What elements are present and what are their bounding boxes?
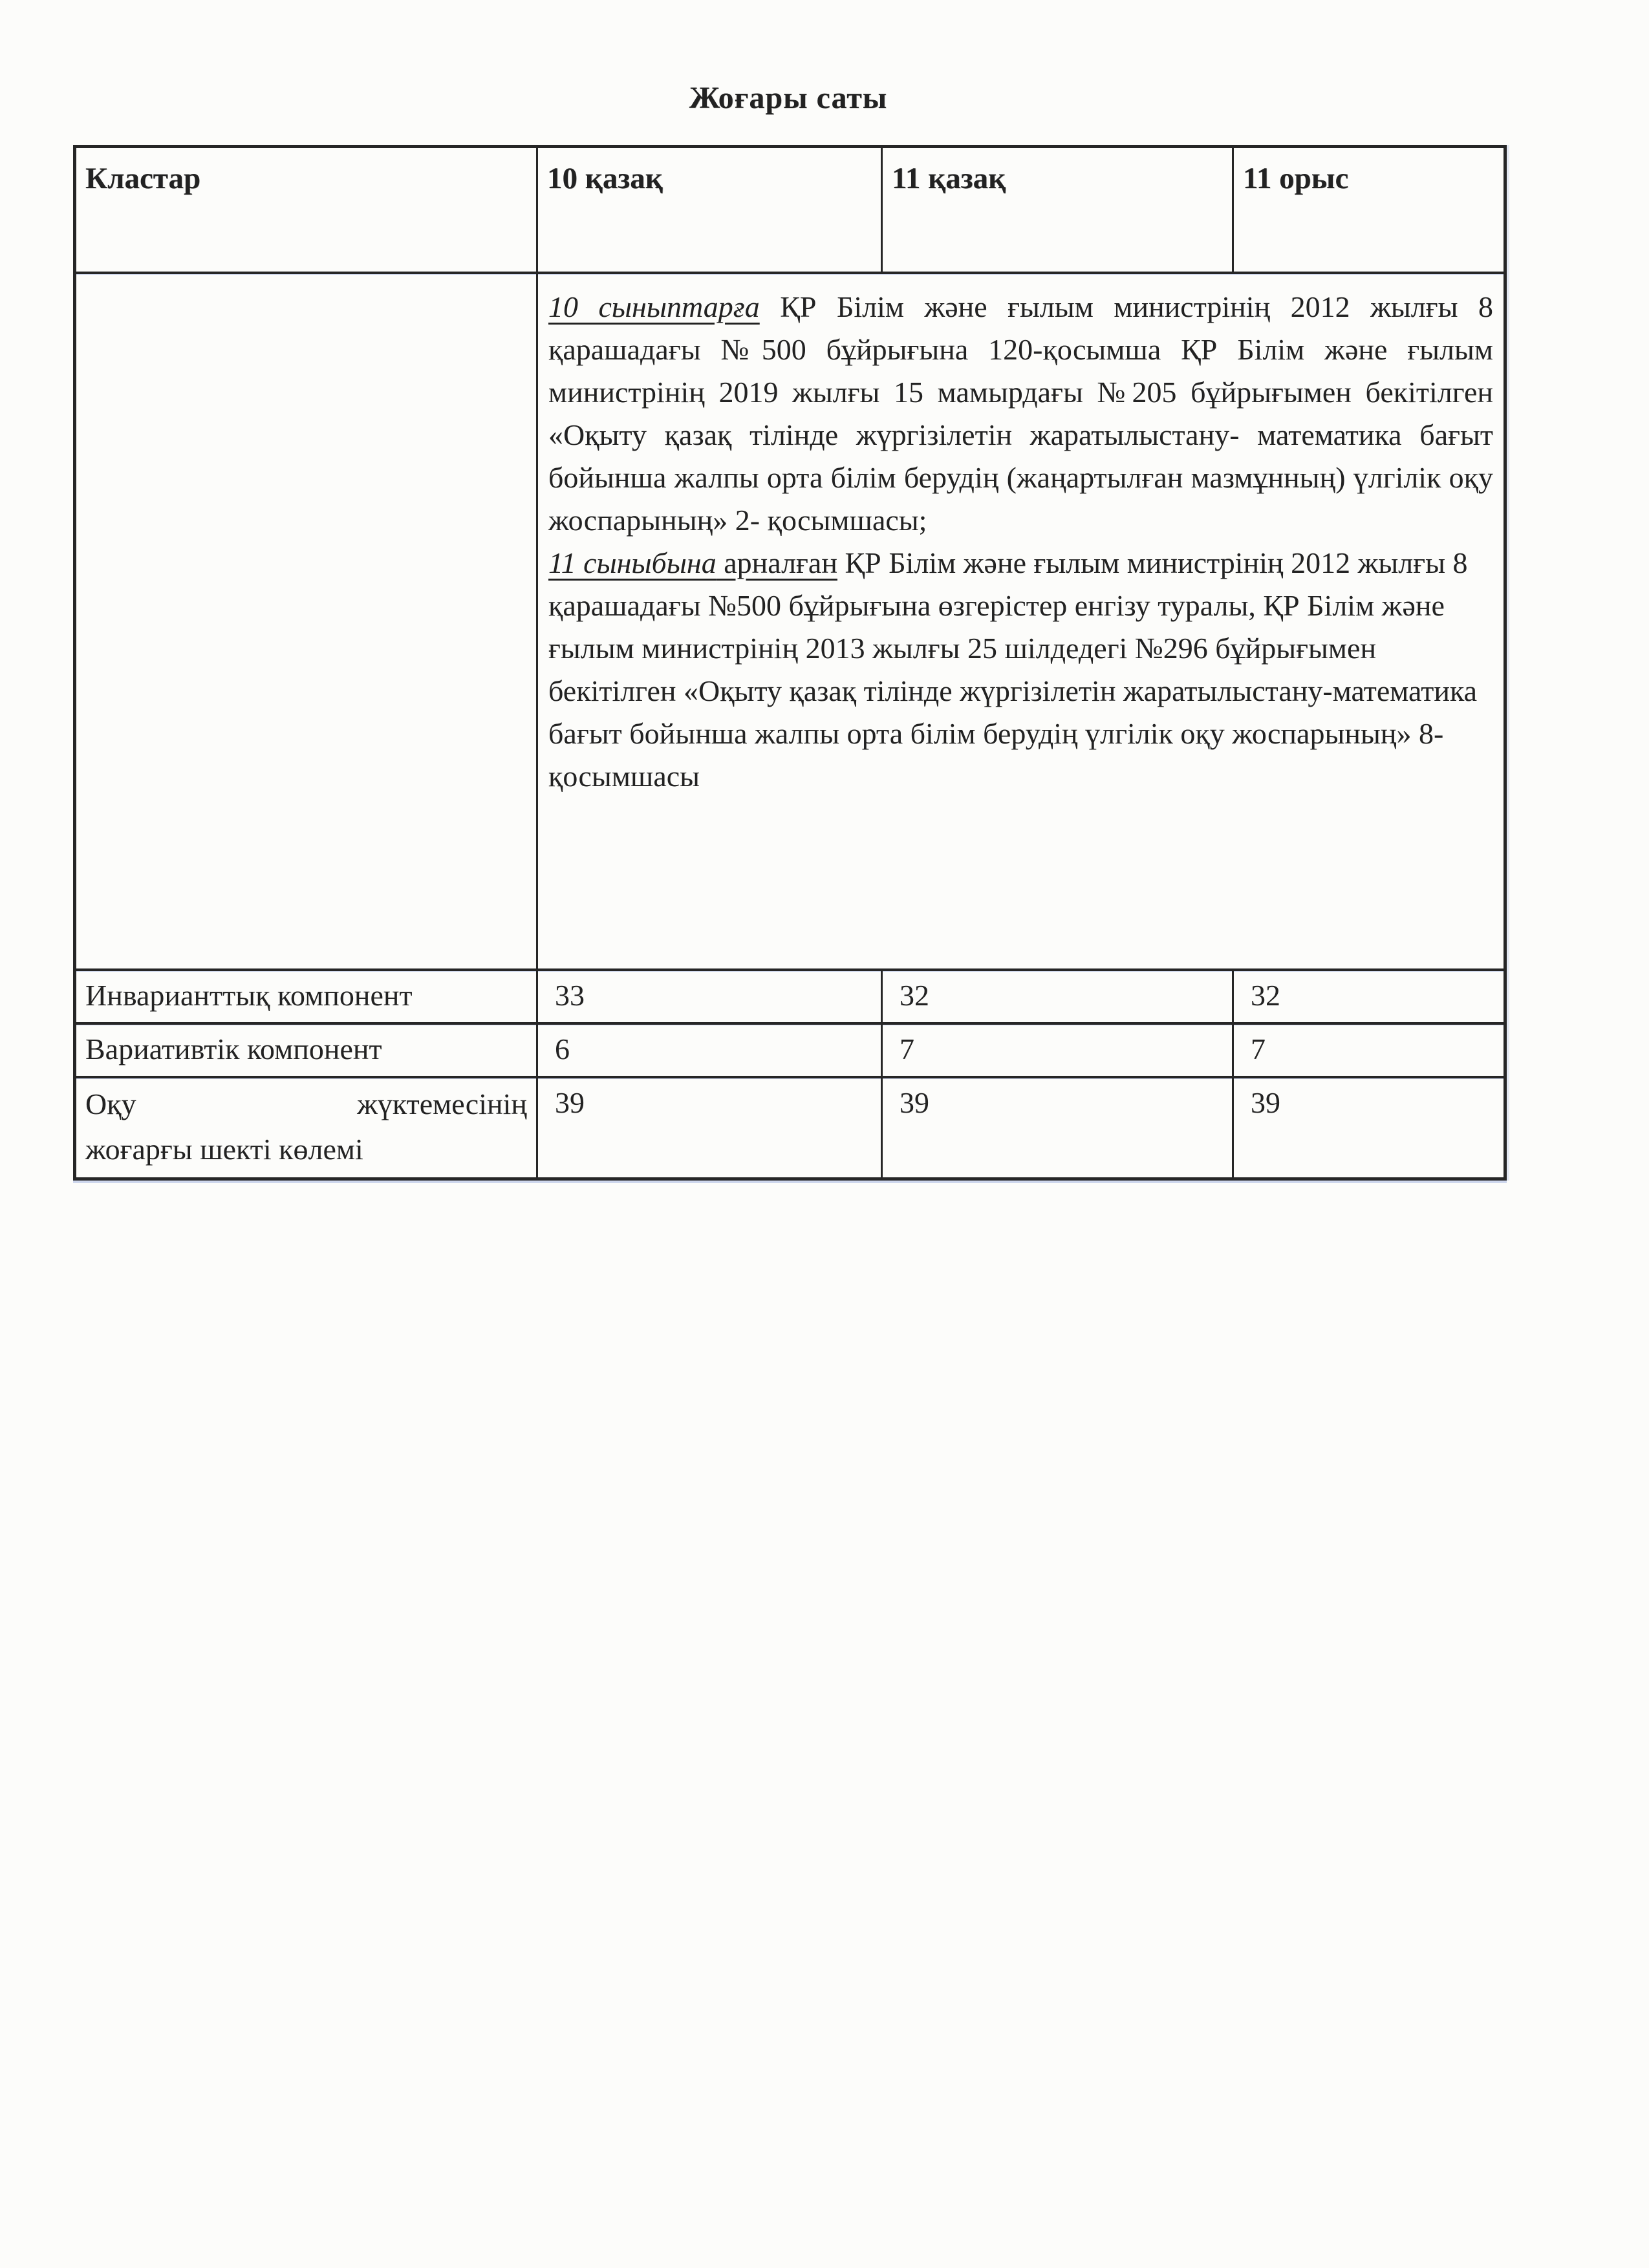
basis-paragraph-grade10 <box>548 286 1493 542</box>
variative-value-11kz: 7 <box>882 1023 1233 1077</box>
page-title: Жоғары саты <box>689 81 888 115</box>
curriculum-table <box>73 145 1507 1181</box>
invariant-value-10kz: 33 <box>537 970 882 1023</box>
column-header-klastar: Кластар <box>75 147 537 273</box>
grade11-body-text: ҚР Білім және ғылым министрінің 2012 жылғы 8 қарашадағы №500 бұйрығына өзгерістер енгізу туралы, ҚР Білім және ғылым министрінің 2013 жылғы 25 шілдедегі №296 бұйрығымен бекітілген «Оқыту қазақ тілінде жүргізілетін жаратылыстану-математика бағыт бойынша жалпы орта білім берудің үлгілік оқу жоспарының» 8- қосымшасы <box>548 546 1478 793</box>
grade10-body-text: ҚР Білім және ғылым министрінің 2012 жылғы 8 қарашадағы №500 бұйрығына 120-қосымша ҚР Білім және ғылым министрінің 2019 жылғы 15 мамырдағы №205 бұйрығымен бекітілген «Оқыту қазақ тілінде жүргізілетін жаратылыстану- математика бағыт бойынша жалпы орта білім берудің (жаңартылған мазмұнның) үлгілік оқу жоспарының» 2- қосымшасы; <box>548 290 1493 537</box>
table-row-max-load <box>75 1077 1505 1179</box>
variative-value-11ru: 7 <box>1233 1023 1505 1077</box>
invariant-value-11kz: 32 <box>882 970 1233 1023</box>
grade11-lead-underline-text: арналған <box>716 546 837 579</box>
grade11-lead-text: 11 сыныбына <box>548 546 717 579</box>
column-header-10-kazakh: 10 қазақ <box>537 147 882 273</box>
column-header-11-kazakh: 11 қазақ <box>882 147 1233 273</box>
variative-value-10kz: 6 <box>537 1023 882 1077</box>
legal-basis-row <box>75 273 1505 970</box>
table-row-invariant <box>75 970 1505 1023</box>
max-load-value-11ru: 39 <box>1233 1077 1505 1179</box>
row-label-max-load <box>75 1077 537 1179</box>
max-load-value-11kz: 39 <box>882 1077 1233 1179</box>
invariant-value-11ru: 32 <box>1233 970 1505 1023</box>
max-load-label-line2: жоғарғы шекті көлемі <box>85 1132 363 1166</box>
row-label-invariant: Инварианттық компонент <box>75 970 537 1023</box>
table-header-row <box>75 147 1505 273</box>
max-load-label-line1: Оқу жүктемесінің <box>85 1087 527 1120</box>
max-load-value-10kz: 39 <box>537 1077 882 1179</box>
table-row-variative <box>75 1023 1505 1077</box>
basis-paragraph-grade11 <box>548 542 1493 798</box>
grade10-lead-text: 10 сыныптарға <box>548 290 760 323</box>
empty-cell <box>75 273 537 970</box>
column-header-11-russian: 11 орыс <box>1233 147 1505 273</box>
legal-basis-cell <box>537 273 1505 970</box>
row-label-variative: Вариативтік компонент <box>75 1023 537 1077</box>
